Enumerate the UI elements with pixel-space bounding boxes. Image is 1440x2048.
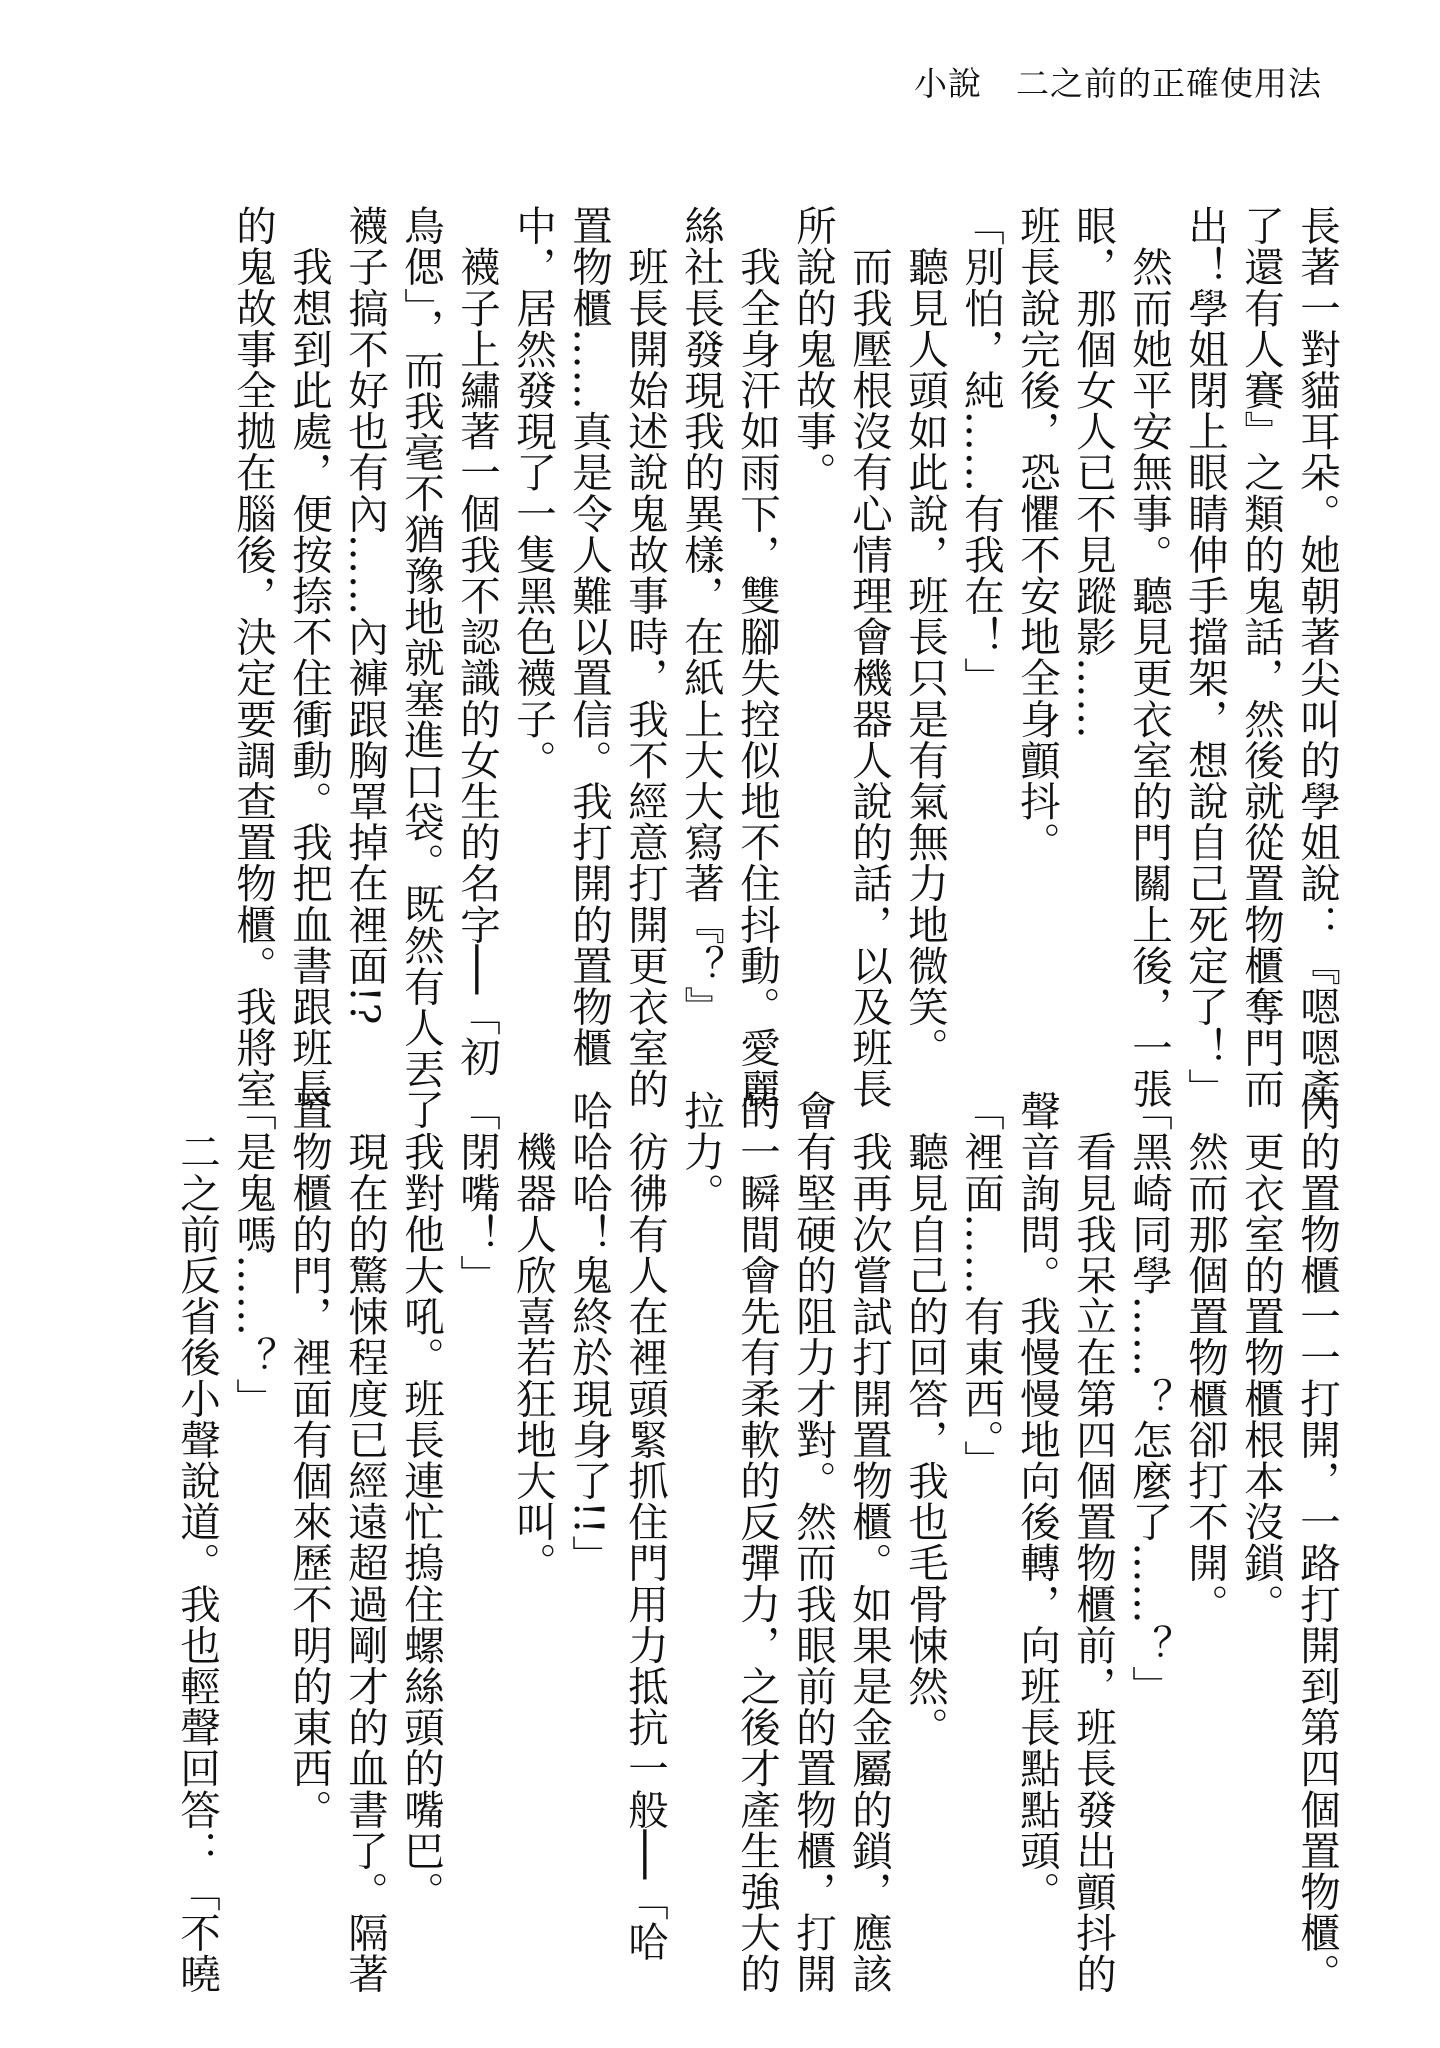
text-column: 鳥偲」，而我毫不猶豫地就塞進口袋。既然有人丟了 xyxy=(397,205,445,1131)
text-column: 現在的驚悚程度已經遠超過剛才的血書了。隔著 xyxy=(341,1090,389,1995)
text-column: 彷彿有人在裡頭緊抓住門用力抵抗一般──「哈 xyxy=(621,1090,669,1962)
text-column: 「閉嘴！」 xyxy=(453,1090,501,1296)
text-column: 班長說完後，恐懼不安地全身顫抖。 xyxy=(1013,205,1061,863)
text-column: 二之前反省後小聲說道。我也輕聲回答：「不曉 xyxy=(173,1090,221,1995)
text-column: 置物櫃的門，裡面有個來歷不明的東西。 xyxy=(285,1090,333,1830)
text-column: 中，居然發現了一隻黑色襪子。 xyxy=(509,205,557,781)
text-column: 拉力。 xyxy=(677,1090,725,1214)
text-column: 襪子搞不好也有內……內褲跟胸罩掉在裡面!? xyxy=(341,205,389,1026)
text-column: 眼，那個女人已不見蹤影…… xyxy=(1069,205,1117,740)
text-column: 機器人欣喜若狂地大叫。 xyxy=(509,1090,557,1584)
text-column: 我再次嘗試打開置物櫃。如果是金屬的鎖，應該 xyxy=(845,1090,893,1995)
text-column: 我想到此處，便按捺不住衝動。我把血書跟班長 xyxy=(285,205,333,1110)
text-column: 聲音詢問。我慢慢地向後轉，向班長點點頭。 xyxy=(1013,1090,1061,1912)
running-header xyxy=(914,58,1322,105)
text-column: 長著一對貓耳朵。她朝著尖叫的學姐說：『嗯嗯產 xyxy=(1293,205,1341,1110)
text-column: 的一瞬間會先有柔軟的反彈力，之後才產生強大的 xyxy=(733,1090,781,1995)
text-column: 置物櫃……真是令人難以置信。我打開的置物櫃 xyxy=(565,205,613,1069)
text-column: 絲社長發現我的異樣，在紙上大大寫著『？』 xyxy=(677,205,725,1027)
text-column: 「黑崎同學……？怎麼了……？」 xyxy=(1125,1090,1173,1707)
header-section: 小說 xyxy=(914,64,982,103)
text-column: 更衣室的置物櫃根本沒鎖。 xyxy=(1237,1090,1285,1625)
text-column: 出！學姐閉上眼睛伸手擋架，想說自己死定了！」 xyxy=(1181,205,1229,1110)
text-column: 會有堅硬的阻力才對。然而我眼前的置物櫃，打開 xyxy=(789,1090,837,1995)
text-column: 「是鬼嗎……？」 xyxy=(229,1090,277,1419)
text-column: 我對他大吼。班長連忙摀住螺絲頭的嘴巴。 xyxy=(397,1090,445,1912)
text-column: 班長開始述說鬼故事時，我不經意打開更衣室的 xyxy=(621,205,669,1110)
header-title: 二之前的正確使用法 xyxy=(1016,64,1322,103)
bottom-text-block xyxy=(169,1090,1345,1995)
text-column: 聽見人頭如此說，班長只是有氣無力地微笑。 xyxy=(901,205,949,1069)
text-column: 襪子上繡著一個我不認識的女生的名字──「初 xyxy=(453,205,501,1077)
text-column: 「別怕，純……有我在！」 xyxy=(957,205,1005,699)
text-column: 然而她平安無事。聽見更衣室的門關上後，一張 xyxy=(1125,205,1173,1110)
text-column: 而我壓根沒有心情理會機器人說的話，以及班長 xyxy=(845,205,893,1110)
text-column: 然而那個置物櫃卻打不開。 xyxy=(1181,1090,1229,1625)
text-column: 聽見自己的回答，我也毛骨悚然。 xyxy=(901,1090,949,1748)
text-column: 「裡面……有東西。」 xyxy=(957,1090,1005,1481)
text-column: 哈哈哈！鬼終於現身了!!」 xyxy=(565,1090,613,1576)
top-text-block xyxy=(225,205,1345,1131)
text-column: 內的置物櫃一一打開，一路打開到第四個置物櫃。 xyxy=(1293,1090,1341,1995)
text-column: 的鬼故事全拋在腦後，決定要調查置物櫃。我將室 xyxy=(229,205,277,1110)
text-column: 了還有人賽』之類的鬼話，然後就從置物櫃奪門而 xyxy=(1237,205,1285,1110)
text-column: 看見我呆立在第四個置物櫃前，班長發出顫抖的 xyxy=(1069,1090,1117,1995)
text-column: 所說的鬼故事。 xyxy=(789,205,837,493)
text-column: 我全身汗如雨下，雙腳失控似地不住抖動。愛麗 xyxy=(733,205,781,1110)
